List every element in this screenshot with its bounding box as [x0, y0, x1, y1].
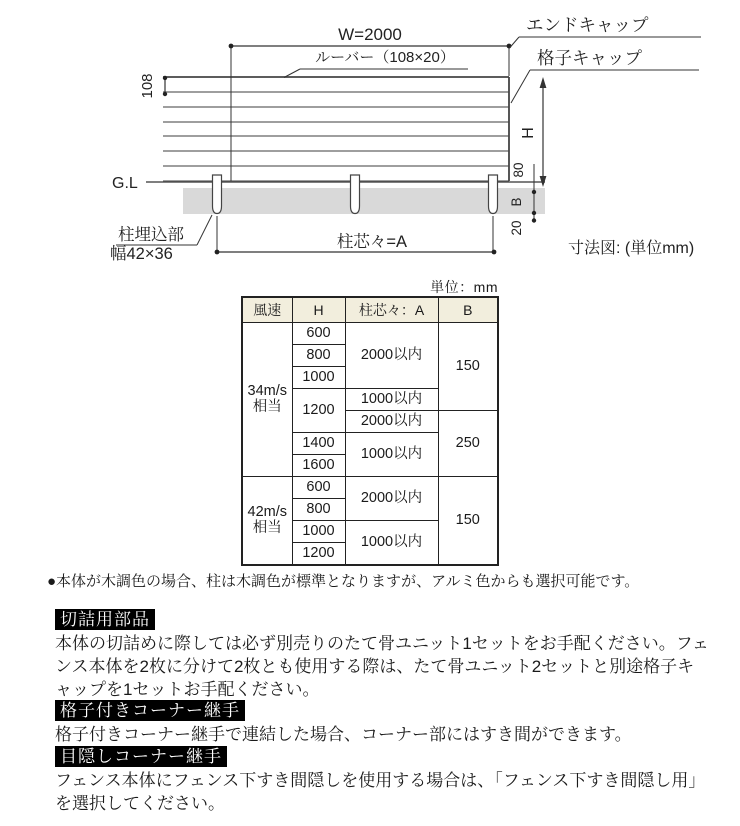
post [213, 175, 222, 214]
dim-108-label: 108 [139, 73, 156, 99]
color-note: ●本体が木調色の場合、柱は木調色が標準となりますが、アルミ色からも選択可能です。 [47, 573, 640, 590]
dim-dot [163, 76, 167, 80]
cell-h: 800 [292, 499, 345, 521]
note-title-badge: 格子付きコーナー継手 [55, 700, 245, 721]
dim-dot [532, 190, 536, 194]
note-body: 格子付きコーナー継手で連結した場合、コーナー部にはすき間ができます。 [55, 725, 632, 744]
table-header-row [242, 297, 498, 323]
note-title-badge: 切詰用部品 [55, 609, 155, 630]
fence-diagram-svg [0, 0, 740, 275]
cell-a: 2000以内 [345, 323, 438, 389]
louver-lines [163, 92, 509, 181]
cell-b: 150 [438, 323, 498, 411]
post-pitch-label: 柱芯々=A [336, 233, 408, 251]
w-dimension [231, 46, 509, 181]
dim-dot [229, 44, 234, 49]
end-cap-label: エンドキャップ [526, 15, 649, 35]
fence-dimension-diagram [0, 0, 740, 275]
cell-h: 1000 [292, 367, 345, 389]
post [489, 175, 498, 214]
note-section-cut-parts [55, 609, 710, 701]
arrow-up [540, 77, 547, 88]
note-section-privacy-joint [55, 746, 710, 815]
cell-a: 2000以内 [345, 477, 438, 521]
cell-h: 800 [292, 345, 345, 367]
dim-b-label: B [509, 197, 524, 207]
dim-dot [492, 250, 497, 255]
dim-h-label: H [520, 127, 537, 139]
table-row [242, 477, 498, 499]
louver-label: ルーバー（108×20） [315, 49, 455, 66]
table-unit-note: 単位：mm [430, 279, 498, 295]
col-header-a: 柱芯々：A [345, 297, 438, 323]
cell-a: 1000以内 [345, 389, 438, 411]
cell-a: 1000以内 [345, 521, 438, 566]
col-header-h: H [292, 297, 345, 323]
cell-b: 250 [438, 411, 498, 477]
dim-dot [163, 92, 167, 96]
col-header-wind: 風速 [242, 297, 292, 323]
grid-cap-leader [511, 70, 699, 103]
table-row [242, 323, 498, 345]
post-embed-label-1: 柱埋込部 [118, 226, 184, 244]
note-body: 本体の切詰めに際しては必ず別売りのたて骨ユニット1セットをお手配ください。フェンス本体を2枚に分けて2枚とも使用する際は、たて骨ユニット2セットと別途格子キャップを1セットお手配ください。 [55, 634, 709, 699]
cell-b: 150 [438, 477, 498, 566]
dim-20-label: 20 [509, 220, 524, 236]
cell-a: 2000以内 [345, 411, 438, 433]
cell-h: 1600 [292, 455, 345, 477]
cell-h: 1000 [292, 521, 345, 543]
cell-h: 1400 [292, 433, 345, 455]
note-title-badge: 目隠しコーナー継手 [55, 746, 227, 767]
dim-80-label: 80 [511, 162, 526, 178]
note-body: フェンス本体にフェンス下すき間隠しを使用する場合は、「フェンス下すき間隠し用」を選択してください。 [55, 771, 706, 813]
grid-cap-label: 格子キャップ [537, 48, 642, 68]
cell-h: 1200 [292, 389, 345, 433]
cell-wind-42: 42m/s相当 [242, 477, 292, 566]
post-embed-label-2: 幅42×36 [110, 245, 173, 263]
diagram-caption: 寸法図: (単位mm) [568, 240, 695, 257]
note-section-corner-joint [55, 700, 710, 746]
wind-spec-table [241, 296, 499, 566]
post [351, 175, 360, 214]
w-dimension-label: W=2000 [338, 25, 402, 44]
cell-a: 1000以内 [345, 433, 438, 477]
cell-h: 1200 [292, 543, 345, 566]
dim-dot [532, 211, 536, 215]
end-cap-leader [510, 37, 702, 48]
dim-dot [532, 218, 536, 222]
cell-h: 600 [292, 323, 345, 345]
dim-dot [215, 250, 220, 255]
gl-label: G.L [112, 175, 138, 192]
col-header-b: B [438, 297, 498, 323]
cell-wind-34: 34m/s相当 [242, 323, 292, 477]
cell-h: 600 [292, 477, 345, 499]
